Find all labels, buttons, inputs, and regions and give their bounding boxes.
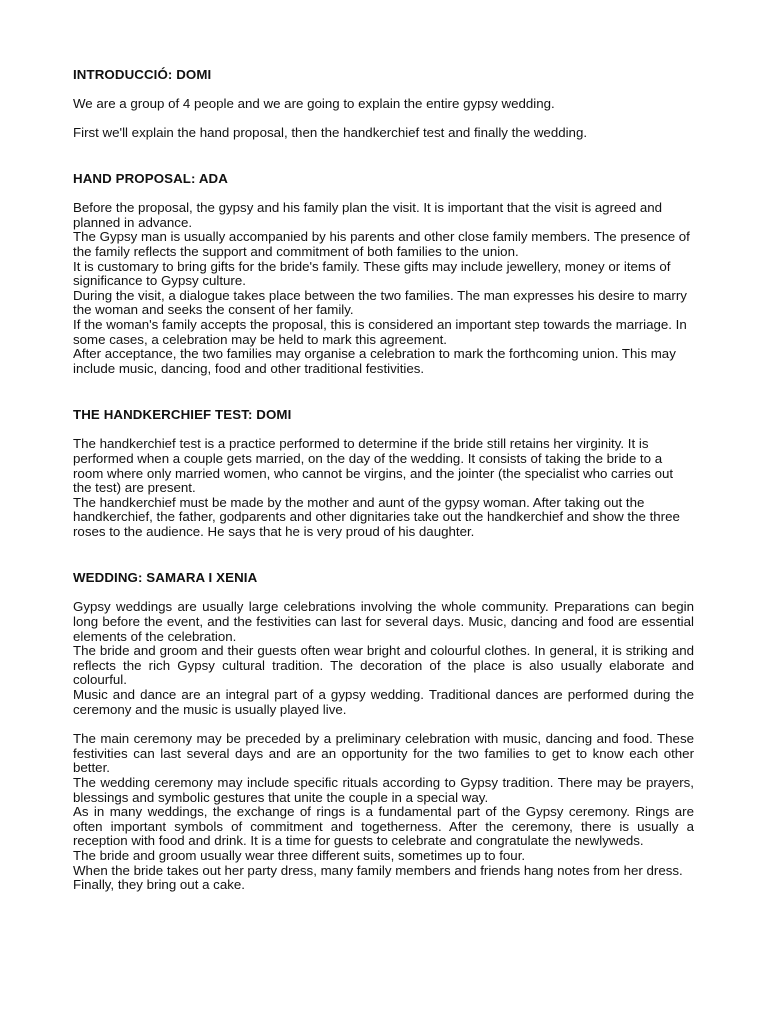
wedding-paragraph: The bride and groom and their guests often wear bright and colourful clothes. In general, it is striking and reflects the rich Gypsy cultural tradition. The decoration of the place is also usually elaborate and colourful. [73,643,694,688]
wedding-paragraph: As in many weddings, the exchange of rings is a fundamental part of the Gypsy ceremony. Rings are often important symbols of commitment and togetherness. After the ceremony, there is usually a reception with food and drink. It is a time for guests to celebrate and congratulate the newlyweds. [73,804,694,849]
intro-paragraph: First we'll explain the hand proposal, then the handkerchief test and finally the wedding. [73,124,588,140]
wedding-block-a [73,600,694,717]
section-heading-hand-proposal: HAND PROPOSAL: ADA [73,171,228,187]
wedding-paragraph: When the bride takes out her party dress, many family members and friends hang notes from her dress. [73,862,683,878]
hand-proposal-paragraph: The Gypsy man is usually accompanied by his parents and other close family members. The presence of the family reflects the support and commitment of both families to the union. [73,229,690,259]
wedding-paragraph: The main ceremony may be preceded by a preliminary celebration with music, dancing and food. These festivities can last several days and are an opportunity for the two families to get to know each other better. [73,731,694,776]
wedding-paragraph: The wedding ceremony may include specific rituals according to Gypsy tradition. There may be prayers, blessings and symbolic gestures that unite the couple in a special way. [73,775,694,805]
section-heading-intro: INTRODUCCIÓ: DOMI [73,67,212,82]
handkerchief-paragraph: The handkerchief test is a practice performed to determine if the bride still retains her virginity. It is performed when a couple gets married, on the day of the wedding. It consists of taking the bride to a room where only married women, who cannot be virgins, and the jointer (the specialist who carries out the test) are present. [73,436,674,496]
hand-proposal-paragraph: It is customary to bring gifts for the bride's family. These gifts may include jewellery, money or items of significance to Gypsy culture. [73,258,671,289]
wedding-block-b [73,732,694,893]
wedding-paragraph: The bride and groom usually wear three different suits, sometimes up to four. [73,847,526,863]
section-heading-wedding: WEDDING: SAMARA I XENIA [73,570,258,586]
wedding-paragraph: Finally, they bring out a cake. [73,877,245,893]
wedding-paragraph: Music and dance are an integral part of a gypsy wedding. Traditional dances are performed during the ceremony and the music is usually played live. [73,687,694,717]
wedding-paragraph: Gypsy weddings are usually large celebrations involving the whole community. Preparations can begin long before the event, and the festivities can last for several days. Music, dancing and food are essential elements of the celebration. [73,599,694,644]
handkerchief-paragraph: The handkerchief must be made by the mother and aunt of the gypsy woman. After taking out the handkerchief, the father, godparents and other dignitaries take out the handkerchief and show the three roses to the audience. He says that he is very proud of his daughter. [73,494,680,539]
hand-proposal-paragraph: If the woman's family accepts the proposal, this is considered an important step towards the marriage. In some cases, a celebration may be held to mark this agreement. [73,316,687,347]
hand-proposal-paragraph: Before the proposal, the gypsy and his family plan the visit. It is important that the visit is agreed and planned in advance. [73,200,663,230]
intro-paragraph: We are a group of 4 people and we are going to explain the entire gypsy wedding. [73,96,555,111]
hand-proposal-paragraph: During the visit, a dialogue takes place between the two families. The man expresses his desire to marry the woman and seeks the consent of her family. [73,287,687,318]
section-heading-handkerchief-test: THE HANDKERCHIEF TEST: DOMI [73,407,292,423]
hand-proposal-paragraph: After acceptance, the two families may organise a celebration to mark the forthcoming union. This may include music, dancing, food and other traditional festivities. [73,346,676,376]
